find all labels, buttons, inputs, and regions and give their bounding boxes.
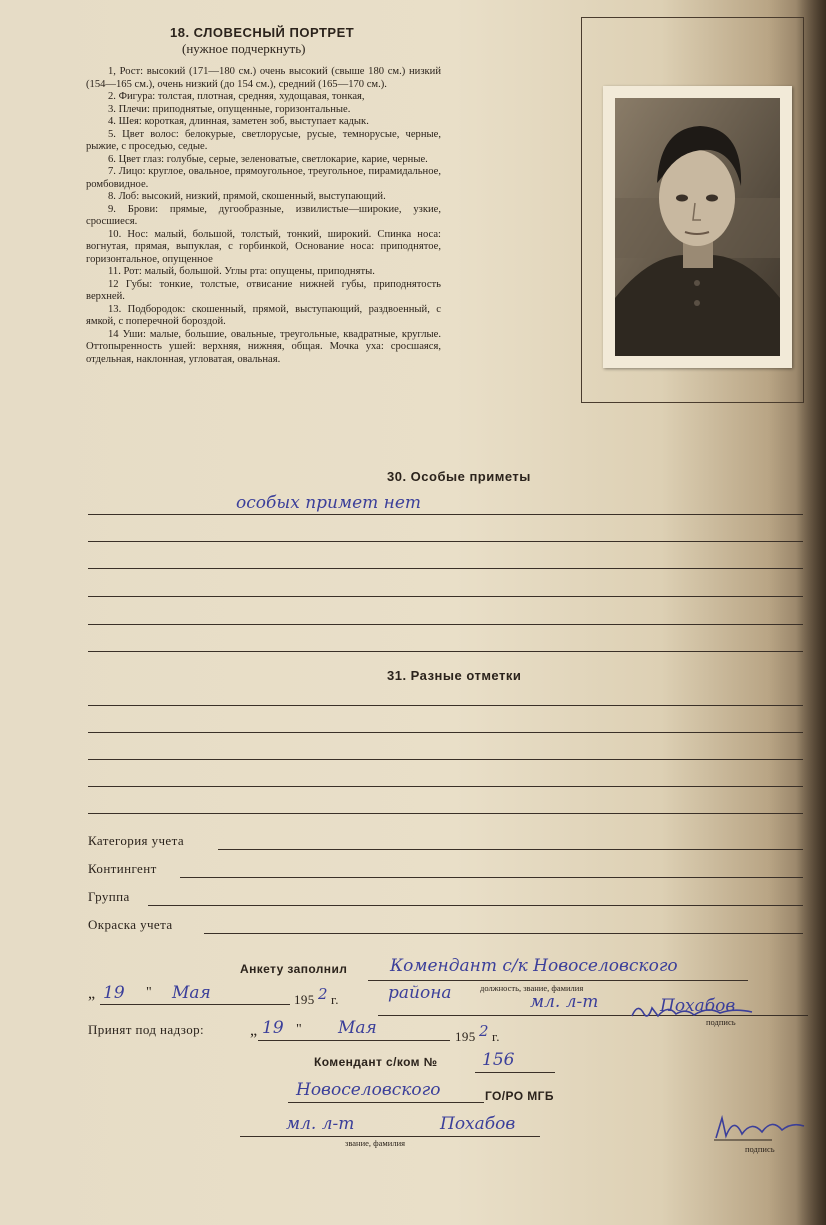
- portrait-item: 7. Лицо: круглое, овальное, прямоугольное, треугольное, пирамидальное, ромбовидное.: [86, 166, 441, 190]
- portrait-item: 6. Цвет глаз: голубые, серые, зеленоватые, светлокарие, карие, черные.: [108, 153, 428, 165]
- portrait-item: 2. Фигура: толстая, плотная, средняя, худощавая, тонкая,: [108, 91, 365, 102]
- date-open-quote: „: [88, 985, 96, 1002]
- bottom-signature-icon: [712, 1112, 808, 1144]
- accepted-month: Мая: [338, 1018, 377, 1038]
- office-handwritten: Новоселовского: [296, 1080, 441, 1100]
- line: [88, 514, 803, 515]
- date-field: [100, 1004, 290, 1005]
- group-label: Группа: [88, 889, 130, 904]
- section30-title: 30. Особые приметы: [387, 469, 531, 484]
- signature-caption: подпись: [706, 1017, 736, 1027]
- name-handwritten: Похабов: [440, 1114, 516, 1134]
- line: [88, 786, 803, 787]
- portrait-item: 12 Губы: тонкие, толстые, отвисание нижней губы, приподнятость верхней.: [86, 278, 441, 302]
- commandant-label: Комендант с/ком №: [314, 1055, 438, 1069]
- portrait-item: 4. Шея: короткая, длинная, заметен зоб, выступает кадык.: [108, 116, 369, 127]
- date-day: 19: [103, 983, 125, 1003]
- line: [88, 568, 803, 569]
- special-marks-handwritten: особых примет нет: [236, 493, 422, 513]
- category-label: Категория учета: [88, 833, 184, 848]
- filled-by-rank: мл. л-т: [530, 992, 599, 1012]
- office-field: [288, 1102, 484, 1103]
- line: [88, 624, 803, 625]
- coloring-field: [204, 933, 803, 934]
- portrait-item: 9. Брови: прямые, дугообразные, извилистые—широкие, узкие, сросшиеся.: [86, 203, 441, 227]
- category-field: [218, 849, 803, 850]
- line: [88, 759, 803, 760]
- page-fold-shadow: [796, 0, 826, 1225]
- date-year-digit: 2: [318, 985, 328, 1003]
- filled-by-label: Анкету заполнил: [240, 962, 348, 976]
- date-year-suffix: г.: [331, 992, 339, 1007]
- commandant-number: 156: [482, 1050, 515, 1070]
- filled-by-handwritten-2: района: [388, 983, 452, 1003]
- portrait-item: 13. Подбородок: скошенный, прямой, выступающий, раздвоенный, с ямкой, с поперечной бороздой.: [86, 303, 441, 327]
- filled-by-handwritten: Комендант с/к Новоселовского: [390, 956, 678, 976]
- date-close-quote: ": [146, 985, 153, 1000]
- line: [88, 651, 803, 652]
- portrait-item: 1, Рост: высокий (171—180 см.) очень высокий (свыше 180 см.) низкий (154—165 см.), очень низкий (до 154 см.), средний (165—170 см.).: [86, 66, 441, 90]
- accepted-year-prefix: 195: [455, 1029, 476, 1044]
- accepted-year-digit: 2: [479, 1022, 489, 1040]
- accepted-field: [258, 1040, 450, 1041]
- portrait-item: 5. Цвет волос: белокурые, светлорусые, русые, темнорусые, черные, рыжие, с проседью, седые.: [86, 128, 441, 152]
- portrait-item: 3. Плечи: приподнятые, опущенные, горизонтальные.: [108, 103, 351, 115]
- line: [88, 732, 803, 733]
- section18-subtitle: (нужное подчеркнуть): [182, 41, 306, 56]
- portrait-item: 14 Уши: малые, большие, овальные, треугольные, квадратные, круглые. Оттопыренность ушей: верхняя, нижняя, общая. Мочка уха: сросшаяся, отдельная, наклонная, угловатая, овальная.: [86, 328, 441, 365]
- accepted-open-quote: „: [250, 1022, 258, 1039]
- line: [88, 541, 803, 542]
- bottom-signature-caption: подпись: [745, 1144, 775, 1154]
- line: [88, 813, 803, 814]
- section31-title: 31. Разные отметки: [387, 668, 522, 683]
- contingent-field: [180, 877, 803, 878]
- rank-handwritten: мл. л-т: [286, 1114, 355, 1134]
- portrait-item: 8. Лоб: высокий, низкий, прямой, скошенный, выступающий.: [108, 191, 386, 202]
- section18-title: 18. СЛОВЕСНЫЙ ПОРТРЕТ: [170, 25, 355, 40]
- person-photo-icon: [615, 98, 780, 356]
- rank-caption: звание, фамилия: [345, 1138, 406, 1148]
- accepted-day: 19: [262, 1018, 284, 1038]
- portrait-item: 11. Рот: малый, большой. Углы рта: опущены, приподняты.: [108, 266, 375, 277]
- position-caption: должность, звание, фамилия: [480, 983, 584, 993]
- accepted-year-suffix: г.: [492, 1029, 500, 1044]
- commandant-number-field: [475, 1072, 555, 1073]
- contingent-label: Контингент: [88, 861, 157, 876]
- accepted-close-quote: ": [296, 1022, 303, 1037]
- portrait-photo: [603, 86, 792, 368]
- date-month: Мая: [172, 983, 211, 1003]
- line: [88, 705, 803, 706]
- date-year-prefix: 195: [294, 992, 315, 1007]
- verbal-portrait-list: [86, 66, 441, 366]
- filled-by-name: Похабов: [660, 996, 736, 1016]
- office-suffix: ГО/РО МГБ: [485, 1089, 554, 1103]
- portrait-item: 10. Нос: малый, большой, толстый, тонкий, широкий. Спинка носа: вогнутая, прямая, выпуклая, с горбинкой, Основание носа: приподнятое, горизонтальное, опущенное: [86, 228, 441, 265]
- rank-name-field: [240, 1136, 540, 1137]
- signature-icon: [628, 1000, 758, 1022]
- group-field: [148, 905, 803, 906]
- accepted-label: Принят под надзор:: [88, 1022, 205, 1037]
- filled-by-field: [368, 980, 748, 981]
- coloring-label: Окраска учета: [88, 917, 173, 932]
- line: [88, 596, 803, 597]
